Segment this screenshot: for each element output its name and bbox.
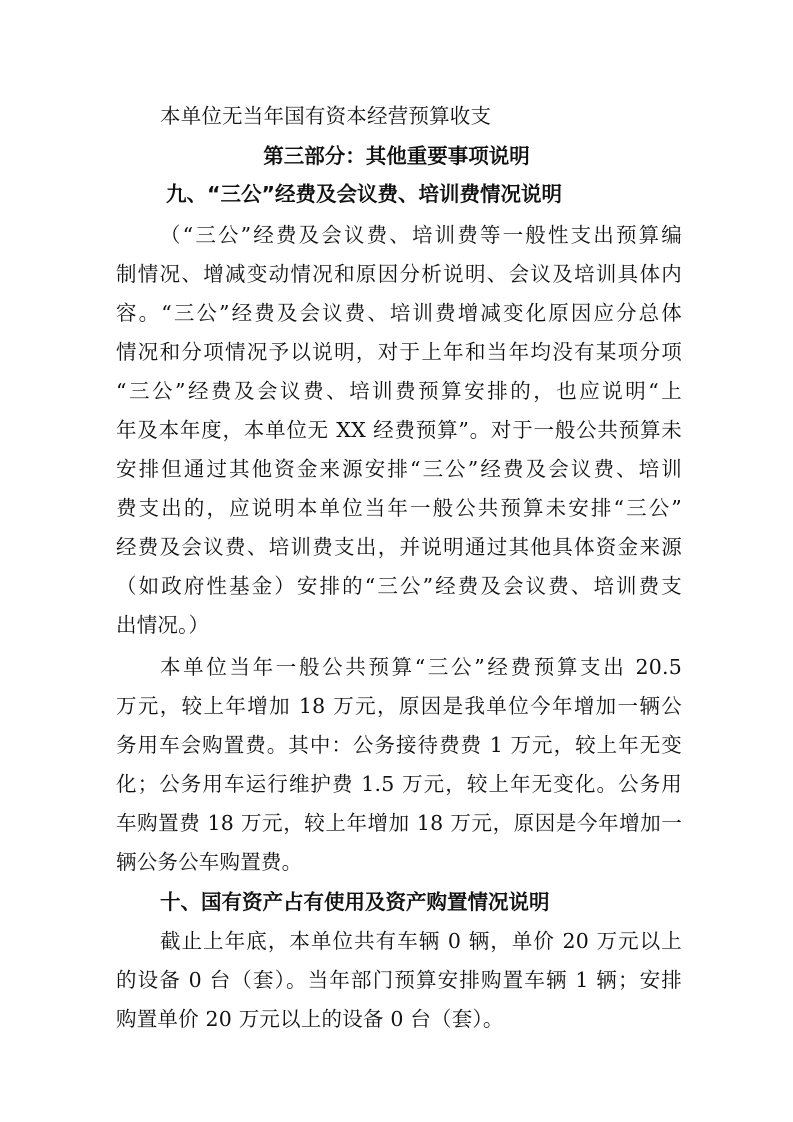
body-line: 截止上年底，本单位共有车辆 0 辆，单价 20 万元以上 xyxy=(160,929,682,953)
body-line: 的设备 0 台（套）。当年部门预算安排购置车辆 1 辆；安排 xyxy=(116,968,682,992)
note-line: （“三公”经费及会议费、培训费等一般性支出预算编 xyxy=(160,223,682,247)
note-line: “三公”经费及会议费、培训费预算安排的，也应说明“上 xyxy=(116,379,682,403)
body-line: 购置单价 20 万元以上的设备 0 台（套）。 xyxy=(116,1007,504,1031)
note-line: 安排但通过其他资金来源安排“三公”经费及会议费、培训 xyxy=(116,457,682,481)
note-line: 费支出的，应说明本单位当年一般公共预算未安排“三公” xyxy=(116,496,682,520)
note-line: （如政府性基金）安排的“三公”经费及会议费、培训费支 xyxy=(116,574,682,598)
note-line: 年及本年度，本单位无 XX 经费预算”。对于一般公共预算未 xyxy=(116,418,682,442)
section9-heading: 九、“三公”经费及会议费、培训费情况说明 xyxy=(166,182,562,206)
body-line: 务用车会购置费。其中：公务接待费费 1 万元，较上年无变 xyxy=(116,733,682,757)
body-line: 辆公务公车购置费。 xyxy=(116,850,303,874)
intro-line: 本单位无当年国有资本经营预算收支 xyxy=(160,104,492,128)
section10-heading: 十、国有资产占有使用及资产购置情况说明 xyxy=(160,890,550,914)
part3-title: 第三部分：其他重要事项说明 xyxy=(263,144,530,168)
note-line: 经费及会议费、培训费支出，并说明通过其他具体资金来源 xyxy=(116,535,682,559)
note-line: 容。“三公”经费及会议费、培训费增减变化原因应分总体 xyxy=(116,301,682,325)
body-line: 本单位当年一般公共预算“三公”经费预算支出 20.5 xyxy=(160,655,682,679)
body-line: 车购置费 18 万元，较上年增加 18 万元，原因是今年增加一 xyxy=(116,811,682,835)
note-line: 情况和分项情况予以说明，对于上年和当年均没有某项分项 xyxy=(116,340,682,364)
note-line: 制情况、增减变动情况和原因分析说明、会议及培训具体内 xyxy=(116,262,682,286)
body-line: 万元，较上年增加 18 万元，原因是我单位今年增加一辆公 xyxy=(116,694,682,718)
body-line: 化；公务用车运行维护费 1.5 万元，较上年无变化。公务用 xyxy=(116,772,682,796)
note-line: 出情况。） xyxy=(116,613,210,637)
